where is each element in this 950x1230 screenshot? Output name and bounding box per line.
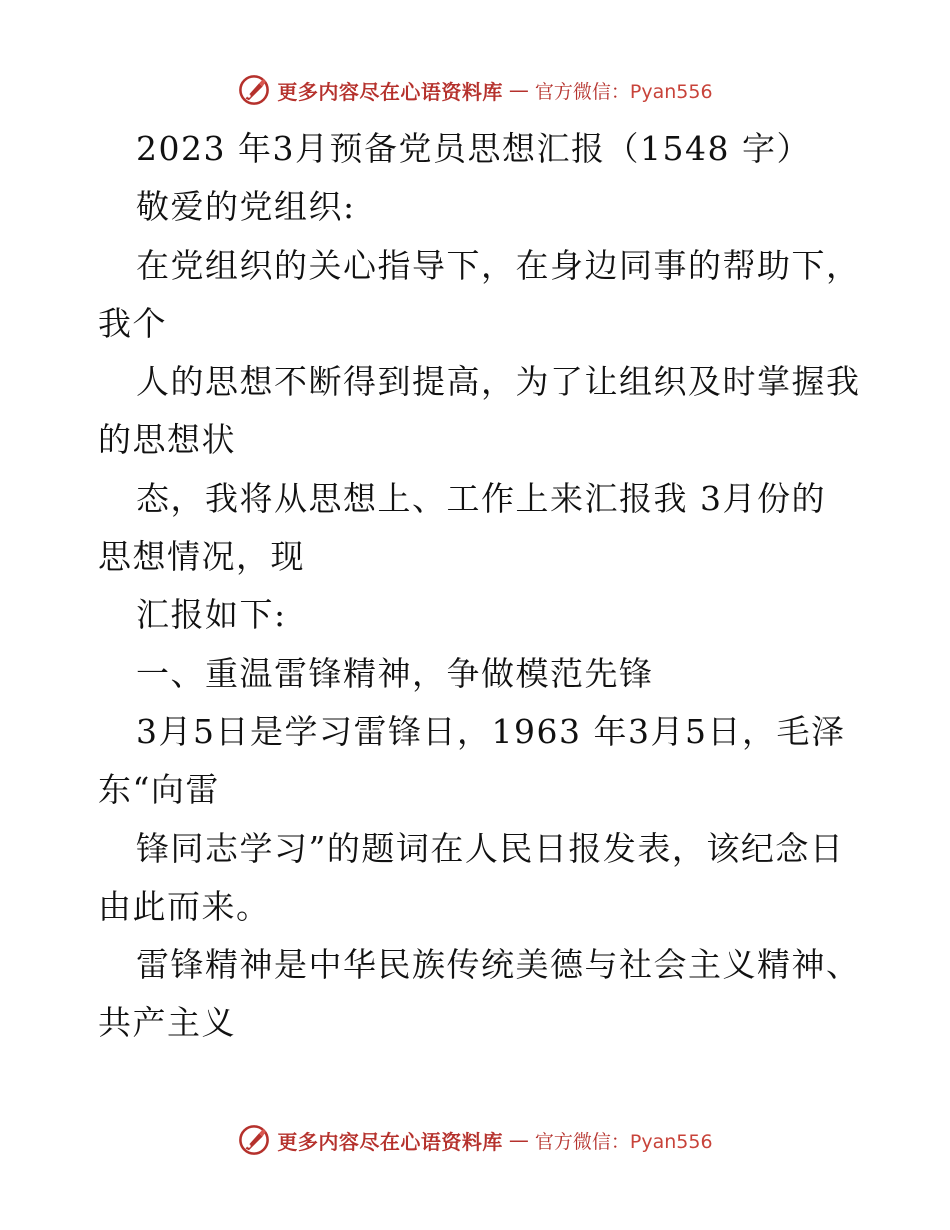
banner-wechat xyxy=(535,1127,713,1154)
banner-wechat-id: Pyan556 xyxy=(629,1130,713,1153)
banner-wechat-label: 官方微信： xyxy=(534,1130,630,1153)
paragraph-line: 态，我将从思想上、工作上来汇报我 3月份的 xyxy=(136,478,826,518)
paragraph-line: 共产主义 xyxy=(98,1003,236,1043)
document-title: 2023 年3月预备党员思想汇报（1548 字） xyxy=(136,129,811,168)
banner-wechat xyxy=(535,77,713,104)
paragraph-line: 的思想状 xyxy=(98,420,236,460)
header-banner xyxy=(0,70,950,110)
paragraph-line: 3月5日是学习雷锋日，1963 年3月5日，毛泽 xyxy=(136,711,846,751)
footer-banner xyxy=(0,1120,950,1160)
banner-dash: — xyxy=(508,78,529,102)
paragraph-line: 在党组织的关心指导下，在身边同事的帮助下， xyxy=(136,245,861,285)
paragraph-line: 雷锋精神是中华民族传统美德与社会主义精神、 xyxy=(136,945,861,985)
banner-dash: — xyxy=(508,1128,529,1152)
paragraph-line: 由此而来。 xyxy=(98,886,271,926)
banner-site-name: 更多内容尽在心语资料库 xyxy=(277,1129,503,1154)
salutation: 敬爱的党组织: xyxy=(136,187,356,227)
paragraph-line: 汇报如下: xyxy=(136,595,287,635)
banner-wechat-label: 官方微信： xyxy=(534,80,630,103)
paragraph-line: 锋同志学习”的题词在人民日报发表，该纪念日 xyxy=(136,828,845,868)
paragraph-line: 思想情况，现 xyxy=(98,537,305,577)
banner-wechat-id: Pyan556 xyxy=(629,80,713,103)
pen-nib-logo-icon xyxy=(237,1123,271,1157)
section-heading: 一、重温雷锋精神，争做模范先锋 xyxy=(136,653,654,693)
paragraph-line: 东“向雷 xyxy=(98,770,220,810)
document-body xyxy=(98,120,861,1053)
paragraph-line: 我个 xyxy=(98,303,167,343)
banner-site-name: 更多内容尽在心语资料库 xyxy=(277,79,503,104)
pen-nib-logo-icon xyxy=(237,73,271,107)
paragraph-line: 人的思想不断得到提高，为了让组织及时掌握我 xyxy=(136,362,861,402)
